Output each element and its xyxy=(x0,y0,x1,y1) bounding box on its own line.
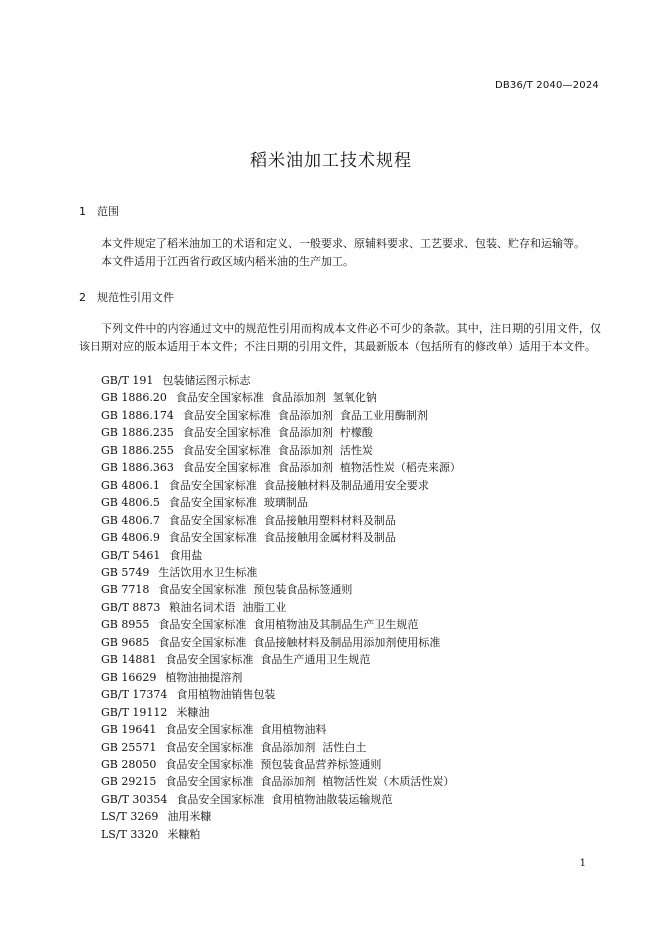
reference-list xyxy=(101,372,601,843)
reference-code: GB 7718 xyxy=(101,583,150,597)
reference-title: 食品安全国家标准 食用植物油及其制品生产卫生规范 xyxy=(158,618,419,632)
reference-title: 食用植物油销售包装 xyxy=(176,688,276,702)
reference-code: GB 8955 xyxy=(101,618,150,632)
reference-item xyxy=(101,564,601,581)
reference-code: GB 1886.20 xyxy=(101,391,167,405)
reference-item xyxy=(101,581,601,598)
scope-body xyxy=(79,235,601,270)
reference-title: 食品安全国家标准 食品添加剂 柠檬酸 xyxy=(182,426,373,440)
reference-title: 食品安全国家标准 食品接触材料及制品用添加剂使用标准 xyxy=(158,635,441,649)
section-heading-scope xyxy=(79,203,119,219)
reference-item xyxy=(101,407,601,424)
reference-item xyxy=(101,512,601,529)
section-title: 范围 xyxy=(97,205,119,218)
reference-item xyxy=(101,808,601,825)
reference-title: 食品安全国家标准 食品接触用金属材料及制品 xyxy=(168,531,396,545)
reference-title: 植物油抽提溶剂 xyxy=(165,670,243,684)
section-title: 规范性引用文件 xyxy=(97,291,174,304)
reference-code: GB/T 17374 xyxy=(101,688,168,702)
reference-title: 食品安全国家标准 玻璃制品 xyxy=(168,496,308,510)
references-intro xyxy=(79,320,601,355)
reference-title: 食品安全国家标准 食品添加剂 植物活性炭（稻壳来源） xyxy=(182,461,461,475)
reference-item xyxy=(101,477,601,494)
reference-code: GB/T 19112 xyxy=(101,705,168,719)
reference-item xyxy=(101,547,601,564)
page-number: 1 xyxy=(579,858,586,869)
reference-item xyxy=(101,372,601,389)
reference-title: 食品安全国家标准 食品添加剂 植物活性炭（木质活性炭） xyxy=(165,775,455,789)
reference-title: 食品安全国家标准 食品添加剂 活性炭 xyxy=(182,443,373,457)
reference-item xyxy=(101,739,601,756)
reference-item xyxy=(101,459,601,476)
document-code: DB36/T 2040—2024 xyxy=(494,80,599,91)
reference-title: 粮油名词术语 油脂工业 xyxy=(169,600,287,614)
reference-code: GB 4806.9 xyxy=(101,531,160,545)
reference-code: GB 19641 xyxy=(101,723,157,737)
scope-paragraph: 本文件规定了稻米油加工的术语和定义、一般要求、原辅料要求、工艺要求、包装、贮存和运输等。 xyxy=(101,237,585,250)
reference-title: 食品安全国家标准 食品添加剂 氢氧化钠 xyxy=(175,391,377,405)
section-heading-normative-references xyxy=(79,289,174,305)
references-intro-paragraph: 下列文件中的内容通过文中的规范性引用而构成本文件必不可少的条款。其中，注日期的引用文件，仅该日期对应的版本适用于本文件；不注日期的引用文件，其最新版本（包括所有的修改单）适用于本文件。 xyxy=(79,322,601,353)
reference-code: GB 16629 xyxy=(101,670,157,684)
reference-title: 食品安全国家标准 食品添加剂 食品工业用酶制剂 xyxy=(182,408,428,422)
reference-title: 包装储运图示标志 xyxy=(162,374,251,387)
reference-title: 食品安全国家标准 食用植物油料 xyxy=(165,723,327,737)
reference-item xyxy=(101,529,601,546)
reference-title: 食用盐 xyxy=(169,548,203,562)
reference-item xyxy=(101,686,601,703)
reference-item xyxy=(101,424,601,441)
reference-title: 油用米糠 xyxy=(167,810,212,824)
reference-item xyxy=(101,826,601,843)
reference-item xyxy=(101,389,601,406)
reference-title: 食品安全国家标准 食品生产通用卫生规范 xyxy=(165,653,371,667)
reference-code: GB 25571 xyxy=(101,740,157,754)
reference-title: 食品安全国家标准 食品添加剂 活性白土 xyxy=(165,740,367,754)
reference-item xyxy=(101,791,601,808)
reference-code: GB 29215 xyxy=(101,775,157,789)
reference-item xyxy=(101,599,601,616)
reference-item xyxy=(101,442,601,459)
reference-code: GB 4806.7 xyxy=(101,513,160,527)
reference-code: GB 1886.363 xyxy=(101,461,174,475)
reference-item xyxy=(101,616,601,633)
section-number: 2 xyxy=(79,291,86,304)
reference-code: GB/T 30354 xyxy=(101,792,168,806)
reference-title: 食品安全国家标准 食用植物油散装运输规范 xyxy=(176,792,393,806)
reference-item xyxy=(101,634,601,651)
reference-code: GB/T 191 xyxy=(101,374,154,387)
reference-item xyxy=(101,494,601,511)
reference-code: GB 28050 xyxy=(101,757,157,771)
reference-code: GB 5749 xyxy=(101,565,150,579)
reference-item xyxy=(101,704,601,721)
reference-code: GB 4806.5 xyxy=(101,496,160,510)
reference-title: 米糠油 xyxy=(176,705,210,719)
reference-item xyxy=(101,651,601,668)
reference-item xyxy=(101,773,601,790)
reference-title: 米糠粕 xyxy=(167,827,201,841)
reference-code: LS/T 3320 xyxy=(101,827,159,841)
reference-code: GB 1886.255 xyxy=(101,443,174,457)
reference-item xyxy=(101,669,601,686)
reference-code: GB 1886.235 xyxy=(101,426,174,440)
reference-code: GB 14881 xyxy=(101,653,157,667)
reference-code: GB 1886.174 xyxy=(101,408,174,422)
document-title: 稻米油加工技术规程 xyxy=(250,151,412,171)
reference-item xyxy=(101,721,601,738)
scope-paragraph: 本文件适用于江西省行政区域内稻米油的生产加工。 xyxy=(101,254,354,268)
reference-code: GB/T 5461 xyxy=(101,548,161,562)
reference-title: 食品安全国家标准 食品接触材料及制品通用安全要求 xyxy=(168,478,429,492)
reference-title: 食品安全国家标准 食品接触用塑料材料及制品 xyxy=(168,513,396,527)
reference-code: GB/T 8873 xyxy=(101,600,161,614)
reference-code: GB 4806.1 xyxy=(101,478,160,492)
section-number: 1 xyxy=(79,205,86,218)
reference-title: 食品安全国家标准 预包装食品标签通则 xyxy=(158,583,353,597)
reference-item xyxy=(101,756,601,773)
reference-code: GB 9685 xyxy=(101,635,150,649)
reference-title: 生活饮用水卫生标准 xyxy=(158,565,258,579)
reference-title: 食品安全国家标准 预包装食品营养标签通则 xyxy=(165,757,382,771)
reference-code: LS/T 3269 xyxy=(101,810,159,824)
